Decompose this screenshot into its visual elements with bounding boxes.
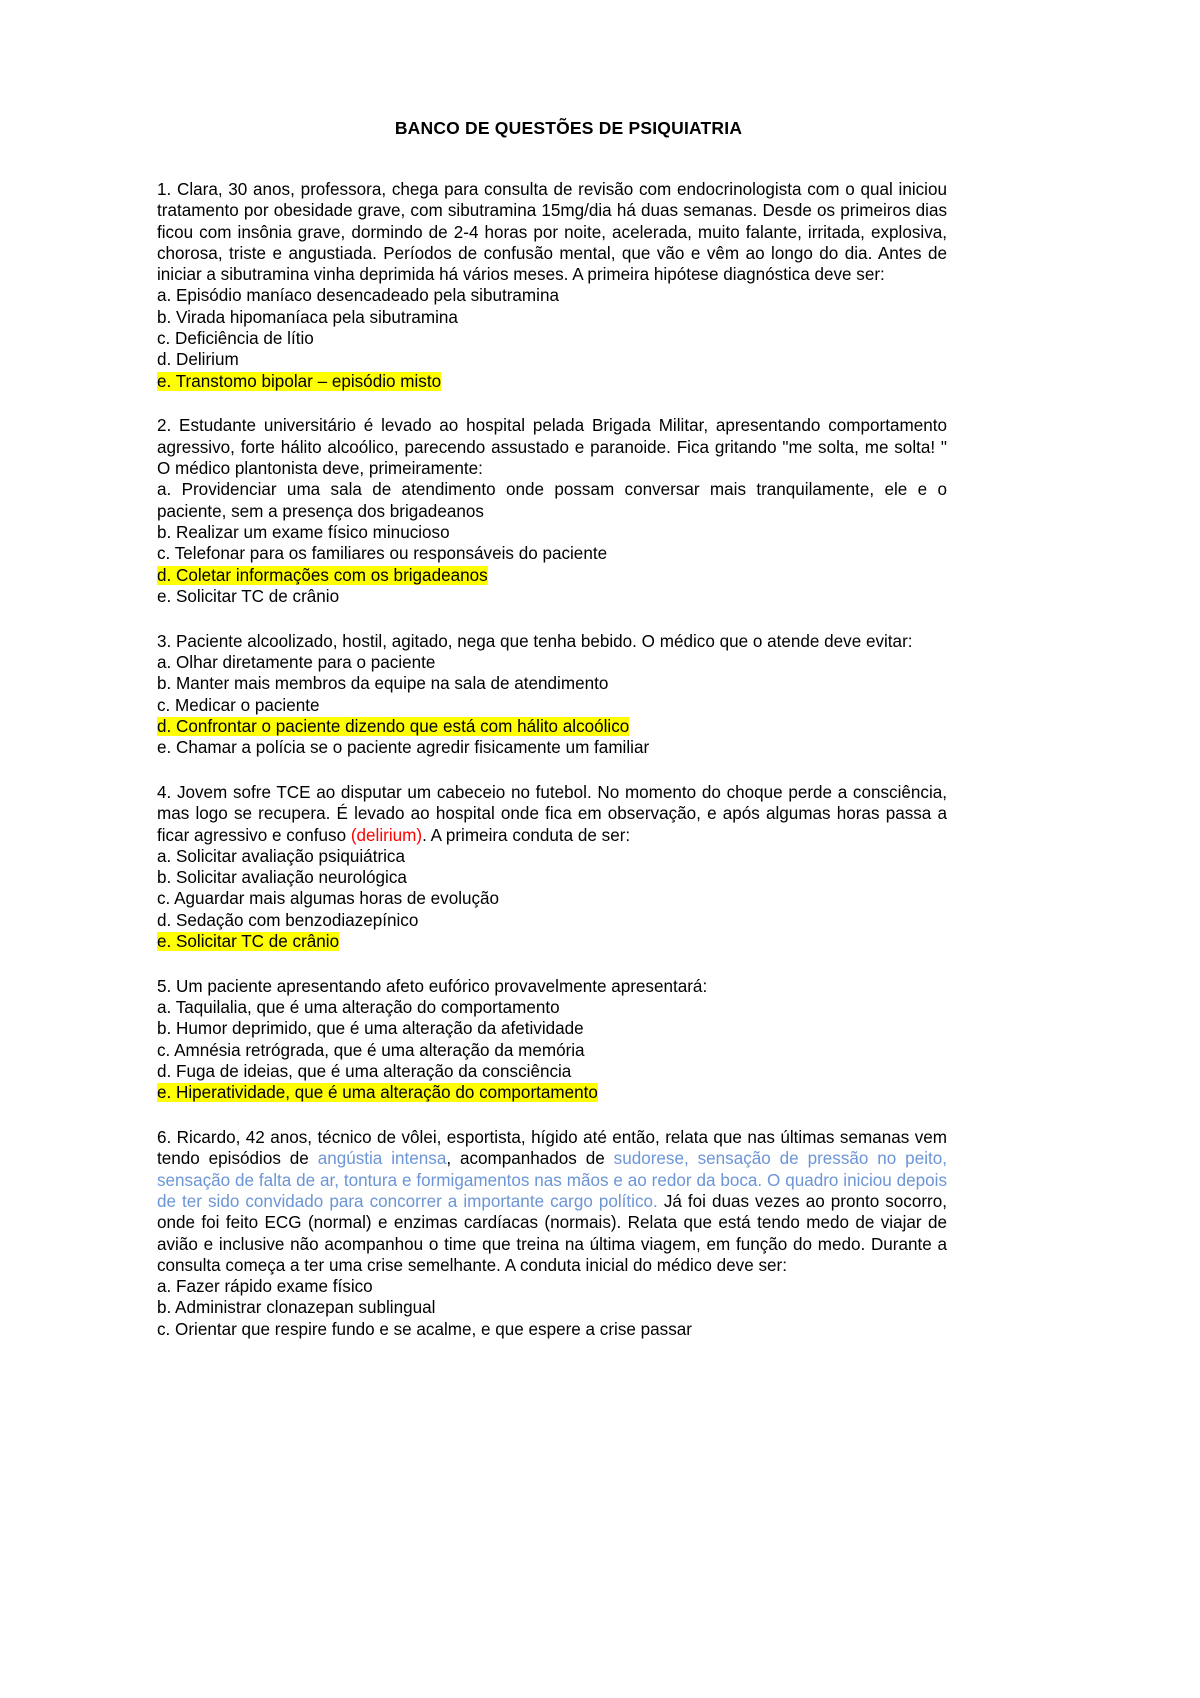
answer-option-6-a[interactable]: [157, 1276, 947, 1297]
answer-option-3-b[interactable]: [157, 673, 947, 694]
answer-option-5-c[interactable]: [157, 1040, 947, 1061]
answer-option-2-d[interactable]: [157, 565, 947, 586]
stem-text: Já foi duas vezes ao pronto socorro, onde foi feito ECG (normal) e enzimas cardíacas (normais). Relata que está tendo medo de viajar de avião e inclusive não acompanhou o time que treina na última viagem, em função do medo. Durante a consulta começa a ter uma crise semelhante. A conduta inicial do médico deve ser:: [157, 1191, 947, 1275]
answer-option-text: b. Realizar um exame físico minucioso: [157, 522, 450, 542]
question-block-3: [157, 631, 947, 759]
answer-option-text: e. Chamar a polícia se o paciente agredir fisicamente um familiar: [157, 738, 650, 758]
answer-option-text: a. Fazer rápido exame físico: [157, 1277, 373, 1297]
answer-option-highlighted: d. Coletar informações com os brigadeanos: [157, 565, 488, 585]
answer-option-4-c[interactable]: [157, 888, 947, 909]
answer-option-text: b. Manter mais membros da equipe na sala de atendimento: [157, 674, 609, 694]
question-block-6: [157, 1127, 947, 1340]
answer-option-text: a. Olhar diretamente para o paciente: [157, 652, 436, 672]
question-block-4: [157, 782, 947, 952]
question-block-5: [157, 976, 947, 1104]
answer-option-text: b. Humor deprimido, que é uma alteração da afetividade: [157, 1019, 584, 1039]
answer-option-text: b. Solicitar avaliação neurológica: [157, 868, 407, 888]
answer-option-1-d[interactable]: [157, 349, 947, 370]
answer-option-text: a. Taquilalia, que é uma alteração do comportamento: [157, 998, 560, 1018]
answer-option-text: a. Solicitar avaliação psiquiátrica: [157, 846, 405, 866]
answer-option-text: a. Providenciar uma sala de atendimento onde possam conversar mais tranquilamente, ele e o paciente, sem a presença dos brigadeanos: [157, 480, 947, 521]
answer-option-5-a[interactable]: [157, 997, 947, 1018]
answer-option-highlighted: d. Confrontar o paciente dizendo que está com hálito alcoólico: [157, 716, 630, 736]
question-stem-3: 3. Paciente alcoolizado, hostil, agitado, nega que tenha bebido. O médico que o atende deve evitar:: [157, 631, 913, 651]
answer-option-text: c. Telefonar para os familiares ou responsáveis do paciente: [157, 544, 608, 564]
page-title: BANCO DE QUESTÕES DE PSIQUIATRIA: [394, 118, 743, 138]
answer-option-4-e[interactable]: [157, 931, 947, 952]
answer-option-text: d. Fuga de ideias, que é uma alteração da consciência: [157, 1061, 572, 1081]
answer-option-6-c[interactable]: [157, 1319, 947, 1340]
answer-option-highlighted: e. Solicitar TC de crânio: [157, 932, 340, 951]
stem-text: 4. Jovem sofre TCE ao disputar um cabeceio no futebol. No momento do choque perde a consciência, mas logo se recupera. É levado ao hospital onde fica em observação, e após algumas horas passa a ficar agressivo e confuso: [157, 782, 947, 845]
stem-text: 6. Ricardo, 42 anos, técnico de vôlei, esportista, hígido até então, relata que nas últimas semanas vem tendo episódios de: [157, 1128, 947, 1169]
answer-option-4-d[interactable]: [157, 910, 947, 931]
answer-option-text: d. Sedação com benzodiazepínico: [157, 910, 419, 930]
stem-blue-text: sudorese, sensação de pressão no peito, sensação de falta de ar, tontura e formigamentos nas mãos e ao redor da boca. O quadro iniciou depois de ter sido convidado para concorrer a importante cargo político.: [157, 1149, 947, 1211]
question-stem-1: 1. Clara, 30 anos, professora, chega para consulta de revisão com endocrinologista com o qual iniciou tratamento por obesidade grave, com sibutramina 15mg/dia há duas semanas. Desde os primeiros dias ficou com insônia grave, dormindo de 2-4 horas por noite, acelerada, muito falante, irritada, explosiva, chorosa, triste e angustiada. Períodos de confusão mental, que vão e vêm ao longo do dia. Antes de iniciar a sibutramina vinha deprimida há vários meses. A primeira hipótese diagnóstica deve ser:: [157, 180, 947, 285]
answer-option-highlighted: e. Hiperatividade, que é uma alteração do comportamento: [157, 1083, 598, 1103]
answer-option-5-d[interactable]: [157, 1061, 947, 1082]
answer-option-2-c[interactable]: [157, 543, 947, 564]
answer-option-1-e[interactable]: [157, 371, 947, 392]
stem-blue-text: angústia intensa: [317, 1149, 447, 1169]
stem-red-text: (delirium): [350, 825, 423, 845]
answer-option-5-b[interactable]: [157, 1018, 947, 1039]
question-block-1: [157, 179, 947, 392]
question-stem-4: [157, 782, 947, 846]
answer-option-2-b[interactable]: [157, 522, 947, 543]
answer-option-3-d[interactable]: [157, 716, 947, 737]
question-stem-5: 5. Um paciente apresentando afeto eufórico provavelmente apresentará:: [157, 976, 708, 996]
answer-option-text: c. Orientar que respire fundo e se acalme, e que espere a crise passar: [157, 1319, 692, 1339]
answer-option-text: b. Administrar clonazepan sublingual: [157, 1298, 436, 1318]
answer-option-text: c. Aguardar mais algumas horas de evolução: [157, 889, 500, 909]
question-stem-6: [157, 1127, 947, 1276]
question-block-2: [157, 415, 947, 607]
answer-option-highlighted: e. Transtomo bipolar – episódio misto: [157, 371, 442, 391]
answer-option-text: d. Delirium: [157, 350, 239, 370]
questions-container: [157, 179, 950, 1340]
answer-option-text: e. Solicitar TC de crânio: [157, 586, 340, 606]
answer-option-2-a[interactable]: [157, 479, 947, 522]
answer-option-1-a[interactable]: [157, 285, 947, 306]
title-spacer: [157, 139, 950, 179]
answer-option-text: c. Deficiência de lítio: [157, 329, 314, 349]
answer-option-3-a[interactable]: [157, 652, 947, 673]
answer-option-text: b. Virada hipomaníaca pela sibutramina: [157, 307, 458, 327]
answer-option-2-e[interactable]: [157, 586, 947, 607]
answer-option-4-b[interactable]: [157, 867, 947, 888]
answer-option-1-b[interactable]: [157, 307, 947, 328]
stem-text: , acompanhados de: [446, 1149, 614, 1169]
answer-option-5-e[interactable]: [157, 1082, 947, 1103]
answer-option-4-a[interactable]: [157, 846, 947, 867]
answer-option-6-b[interactable]: [157, 1297, 947, 1318]
answer-option-1-c[interactable]: [157, 328, 947, 349]
stem-text: . A primeira conduta de ser:: [422, 825, 631, 845]
answer-option-3-e[interactable]: [157, 737, 947, 758]
question-stem-2: 2. Estudante universitário é levado ao hospital pelada Brigada Militar, apresentando comportamento agressivo, forte hálito alcoólico, parecendo assustado e paranoide. Fica gritando "me solta, me solta! " O médico plantonista deve, primeiramente:: [157, 416, 947, 479]
answer-option-3-c[interactable]: [157, 695, 947, 716]
answer-option-text: c. Medicar o paciente: [157, 695, 320, 715]
answer-option-text: a. Episódio maníaco desencadeado pela sibutramina: [157, 286, 559, 306]
answer-option-text: c. Amnésia retrógrada, que é uma alteração da memória: [157, 1040, 585, 1060]
